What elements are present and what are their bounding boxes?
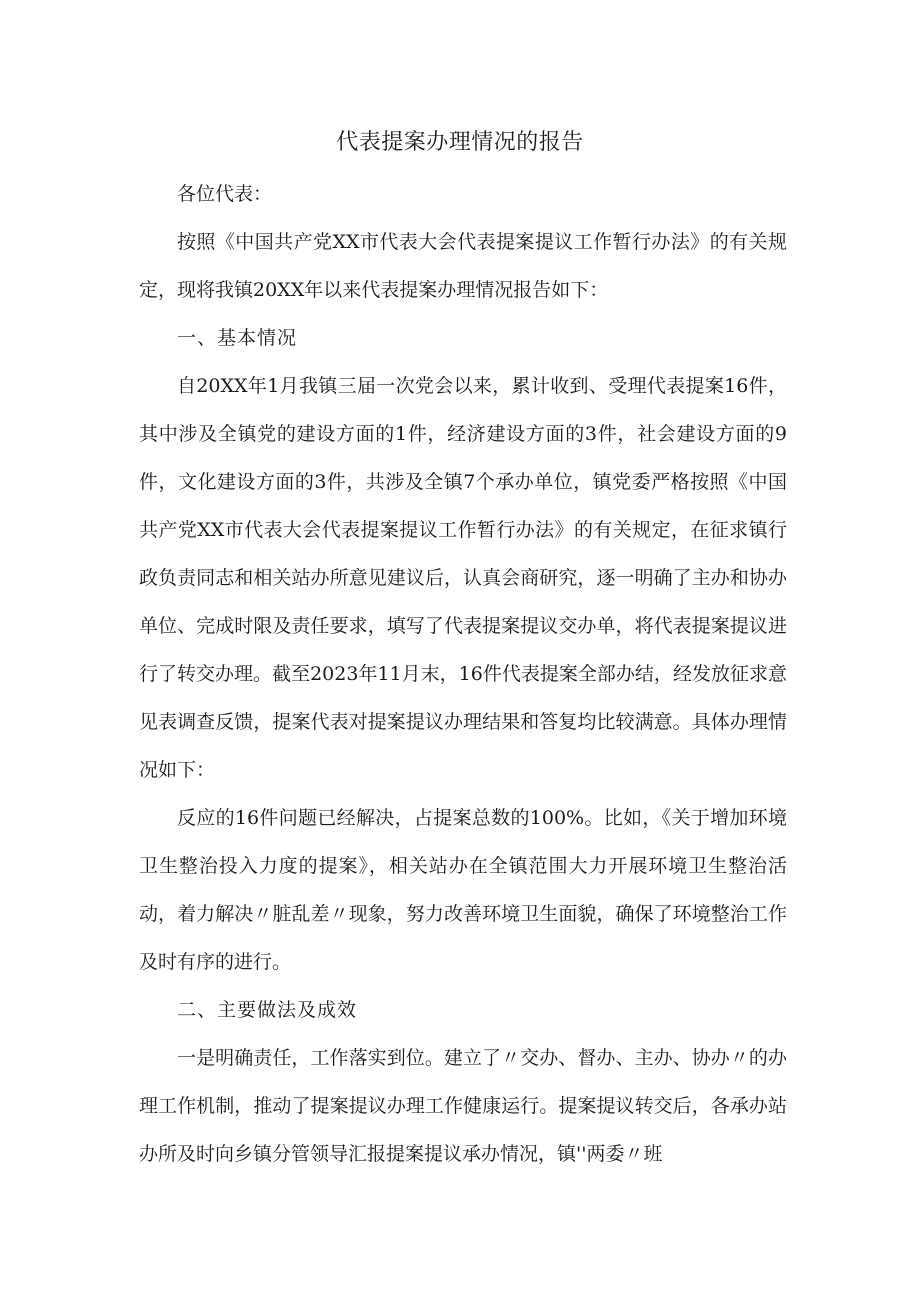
paragraph-basic-situation: 自20XX年1月我镇三届一次党会以来，累计收到、受理代表提案16件，其中涉及全镇党的建设方面的1件，经济建设方面的3件，社会建设方面的9件，文化建设方面的3件，共涉及全镇7个承办单位，镇党委严格按照《中国共产党XX市代表大会代表提案提议工作暂行办法》的有关规定，在征求镇行政负责同志和相关站办所意见建议后，认真会商研究，逐一明确了主办和协办单位、完成时限及责任要求，填写了代表提案提议交办单，将代表提案提议进行了转交办理。截至2023年11月末，16件代表提案全部办结，经发放征求意见表调查反馈，提案代表对提案提议办理结果和答复均比较满意。具体办理情况如下： [139,375,787,781]
paragraph-intro: 按照《中国共产党XX市代表大会代表提案提议工作暂行办法》的有关规定，现将我镇20XX年以来代表提案办理情况报告如下： [139,231,787,301]
document-body [139,170,787,1178]
document-title: 代表提案办理情况的报告 [336,130,584,155]
paragraph-practices: 一是明确责任，工作落实到位。建立了〃交办、督办、主办、协办〃的办理工作机制，推动了提案提议办理工作健康运行。提案提议转交后，各承办站办所及时向乡镇分管领导汇报提案提议承办情况，镇''两委〃班 [139,1047,787,1165]
section-heading-basic-situation: 一、基本情况 [177,327,298,349]
paragraph-example: 反应的16件问题已经解决，占提案总数的100%。比如，《关于增加环境卫生整治投入力度的提案》，相关站办在全镇范围大力开展环境卫生整治活动，着力解决〃脏乱差〃现象，努力改善环境卫生面貌，确保了环境整治工作及时有序的进行。 [139,807,787,973]
salutation: 各位代表： [177,183,273,205]
section-heading-practices: 二、主要做法及成效 [177,999,358,1021]
